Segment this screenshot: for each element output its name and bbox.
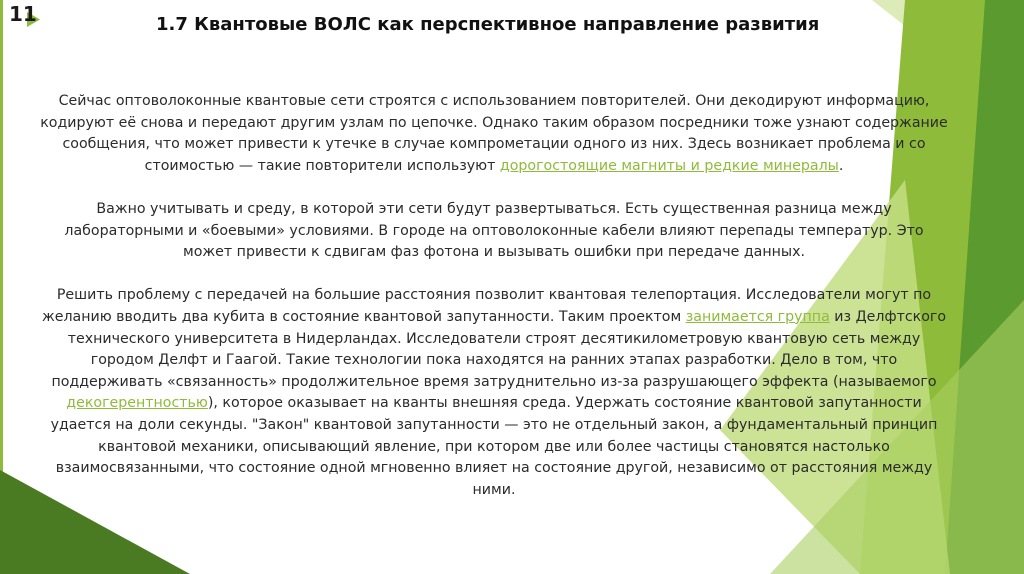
slide-number: 11	[9, 2, 37, 26]
paragraph-3-text-3: ), которое оказывает на кванты внешняя среда. Удержать состояние квантовой запутанности удается на доли секунды. "Закон" квантовой запутанности — это не отдельный закон, а фундаментальный принцип квантовой механики, описывающий явление, при котором две или более частицы становятся настолько взаимосвязанными, что состояние одной мгновенно влияет на состояние другой, независимо от расстояния между ними.	[50, 395, 938, 498]
paragraph-3	[40, 285, 948, 501]
paragraph-1	[40, 91, 948, 177]
link-expensive-magnets[interactable]: дорогостоящие магниты и редкие минералы	[499, 157, 839, 174]
link-decoherence[interactable]: декогерентностью	[66, 395, 208, 412]
paragraph-2	[40, 199, 948, 264]
link-research-group[interactable]: занимается группа	[685, 308, 830, 325]
paragraph-1-end: .	[838, 157, 844, 174]
paragraph-3-text-1: Решить проблему с передачей на большие расстояния позволит квантовая телепортация. Исследователи могут по желанию вводить два кубита в состояние квантовой запутанности. Таким проектом	[41, 287, 932, 325]
slide-title: 1.7 Квантовые ВОЛС как перспективное направление развития	[156, 14, 820, 35]
paragraph-3-text-2: из Делфтского технического университета в Нидерландах. Исследователи строят десятикилометровую квантовую сеть между городом Делфт и Гаагой. Такие технологии пока находятся на ранних этапах разработки. Дело в том, что поддерживать «связанность» продолжительное время затруднительно из-за разрушающего эффекта (называемого	[51, 308, 947, 390]
body-text	[40, 91, 948, 523]
paragraph-2-text: Важно учитывать и среду, в которой эти сети будут развертываться. Есть существенная разница между лабораторными и «боевыми» условиями. В городе на оптоволоконные кабели влияют перепады температур. Это может привести к сдвигам фаз фотона и вызывать ошибки при передаче данных.	[64, 200, 924, 261]
paragraph-1-text: Сейчас оптоволоконные квантовые сети строятся с использованием повторителей. Они декодируют информацию, кодируют её снова и передают другим узлам по цепочке. Однако таким образом посредники тоже узнают содержание сообщения, что может привести к утечке в случае компрометации одного из них. Здесь возникает проблема и со стоимостью — такие повторители используют	[40, 93, 948, 174]
